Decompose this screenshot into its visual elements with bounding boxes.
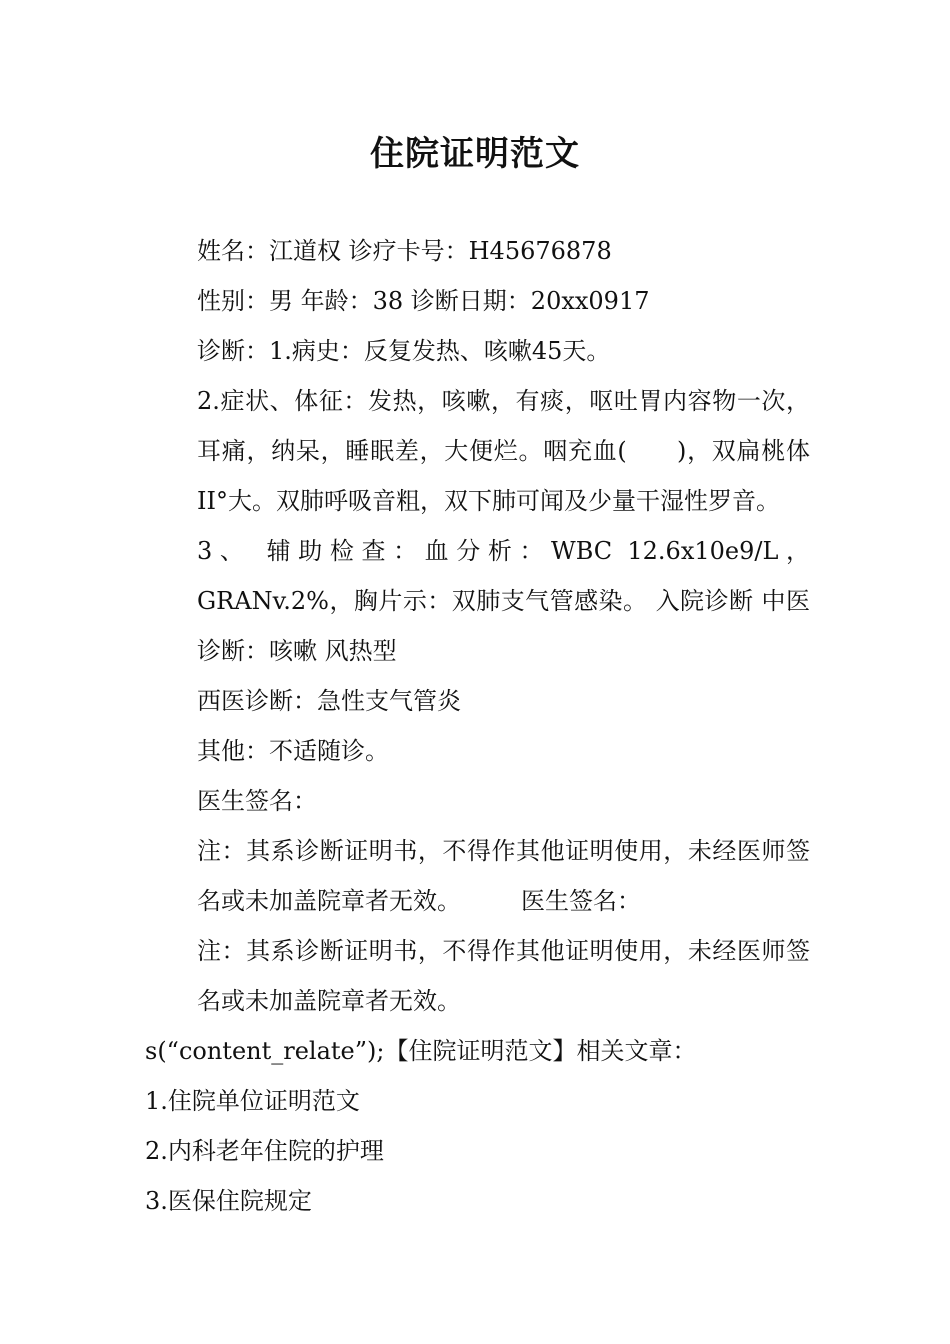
symptoms-paragraph: 2.症状、体征：发热，咳嗽，有痰，呕吐胃内容物一次，耳痛，纳呆，睡眠差，大便烂。咽充血( )，双扁桃体II°大。双肺呼吸音粗，双下肺可闻及少量干湿性罗音。: [197, 387, 810, 515]
diagnosis-history-line: 诊断：1.病史：反复发热、咳嗽45天。: [197, 337, 611, 365]
patient-name-line: 姓名：江道权 诊疗卡号：H45676878: [197, 237, 612, 265]
note-paragraph-1: [145, 826, 810, 926]
document-body: [145, 226, 810, 1226]
doctor-signature-line: 医生签名：: [197, 787, 317, 815]
note-1-signature: 医生签名：: [521, 887, 641, 915]
related-article-3[interactable]: 3.医保住院规定: [145, 1187, 312, 1215]
note-1-text: 注：其系诊断证明书，不得作其他证明使用，未经医师签名或未加盖院章者无效。: [197, 837, 810, 915]
document-title: 住院证明范文: [370, 134, 580, 174]
note-paragraph-2: 注：其系诊断证明书，不得作其他证明使用，未经医师签名或未加盖院章者无效。: [197, 937, 810, 1015]
other-line: 其他：不适随诊。: [197, 737, 389, 765]
related-article-2[interactable]: 2.内科老年住院的护理: [145, 1137, 384, 1165]
exam-paragraph: 3、 辅助检查：血分析：WBC 12.6x10e9/L，GRANv.2%，胸片示：双肺支气管感染。 入院诊断 中医诊断：咳嗽 风热型: [197, 537, 810, 665]
related-articles-header: s(“content_relate”);【住院证明范文】相关文章：: [145, 1037, 697, 1065]
patient-sex-age-line: 性别：男 年龄：38 诊断日期：20xx0917: [197, 287, 650, 315]
related-article-1[interactable]: 1.住院单位证明范文: [145, 1087, 360, 1115]
western-diagnosis-line: 西医诊断：急性支气管炎: [197, 687, 461, 715]
